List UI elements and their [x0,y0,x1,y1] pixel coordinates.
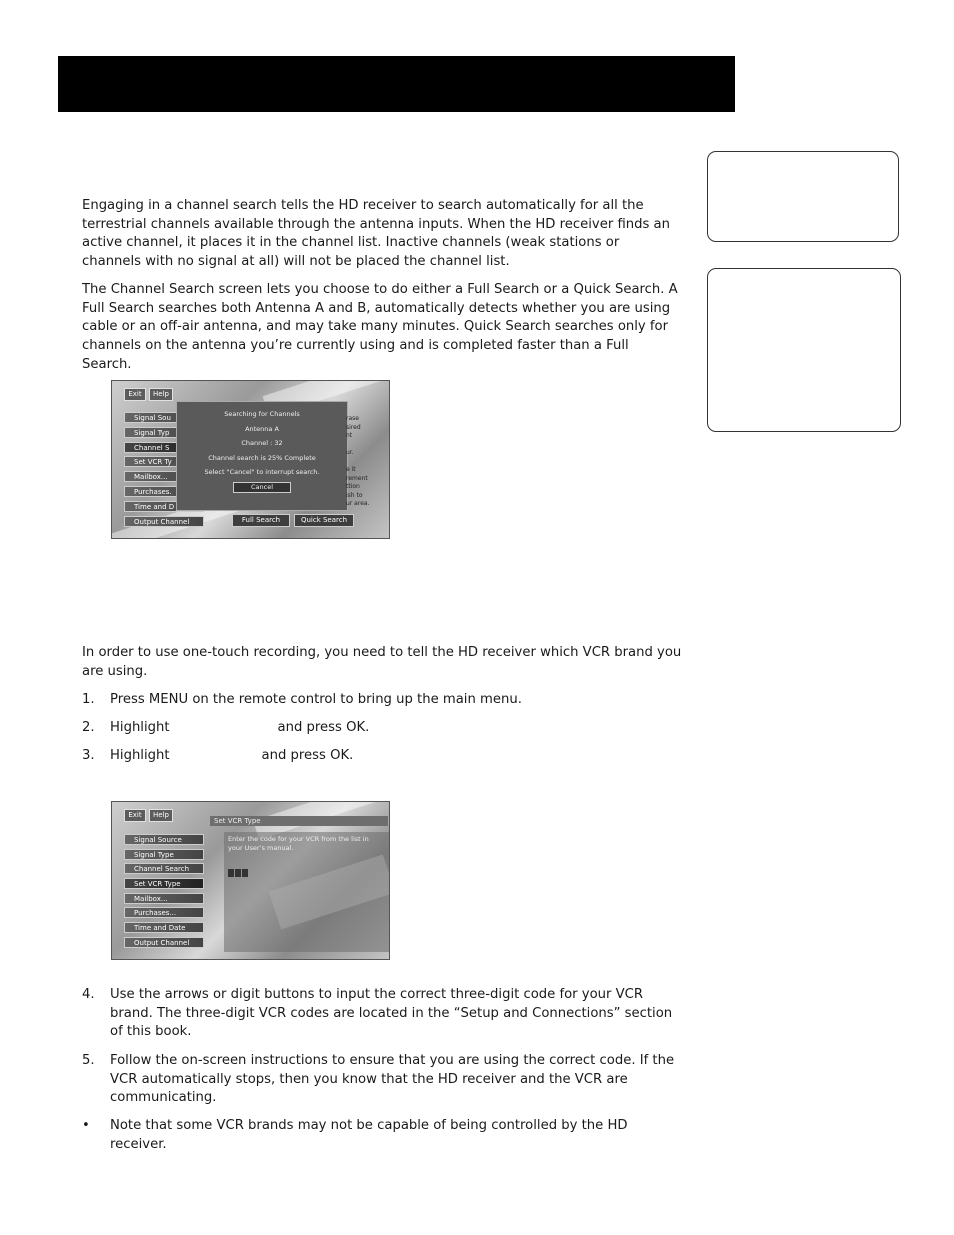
header-bar [58,56,735,112]
menu-item-channel-search[interactable]: Channel Search [124,863,204,874]
fragment: rase [346,415,359,422]
menu-item-time-date[interactable]: Time and D [124,501,204,512]
menu-item-set-vcr-type[interactable]: Set VCR Type [124,878,204,889]
bullet: • [82,1118,90,1133]
step-text: Follow the on-screen instructions to ensure that you are using the correct code. If the VCR automatically stops, then you know that the HD receiver and the VCR are communicating. [110,1053,675,1106]
code-digit[interactable] [242,869,248,877]
quick-search-button[interactable]: Quick Search [294,514,354,527]
code-digit[interactable] [228,869,234,877]
step-text-a: Highlight [110,748,170,763]
search-progress-dialog [176,401,348,511]
help-button[interactable]: Help [149,388,173,401]
step-text: Note that some VCR brands may not be capable of being controlled by the HD receiver. [110,1118,628,1152]
vcr-code-input[interactable] [228,853,385,880]
step-number: 2. [82,720,95,735]
menu-item-mailbox[interactable]: Mailbox... [124,471,204,482]
step-text-b: and press OK. [277,720,370,735]
set-vcr-type-title: Set VCR Type [210,816,388,826]
step-text [110,719,680,738]
menu-item-set-vcr-type[interactable]: Set VCR Ty [124,456,204,467]
menu-item-output-channel[interactable]: Output Channel [124,937,204,948]
exit-button[interactable]: Exit [124,809,146,822]
menu-item-signal-source[interactable]: Signal Sou [124,412,204,423]
menu-item-signal-type[interactable]: Signal Type [124,849,204,860]
set-vcr-type-screenshot [111,801,390,960]
fragment [346,458,376,467]
dialog-progress: Channel search is 25% Complete [208,453,316,462]
cancel-button[interactable]: Cancel [233,482,291,493]
fragment: ur. [346,449,354,456]
dialog-hint: Select "Cancel" to interrupt search. [204,468,320,476]
step-text-b: and press OK. [261,748,354,763]
help-button[interactable]: Help [149,809,173,822]
step-text [110,747,680,766]
step-text-a: Highlight [110,720,170,735]
menu-item-mailbox[interactable]: Mailbox... [124,893,204,904]
channel-search-screenshot [111,380,390,539]
code-digit[interactable] [235,869,241,877]
menu-item-purchases[interactable]: Purchases... [124,907,204,918]
vcr-code-panel [224,832,389,952]
right-text-fragments [346,415,376,509]
full-search-button[interactable]: Full Search [232,514,290,527]
fragment [346,441,376,450]
step-text: Use the arrows or digit buttons to input the correct three-digit code for your VCR brand. The three-digit VCR codes are located in the “Setup and Connections” section of this book. [110,987,673,1040]
menu-item-purchases[interactable]: Purchases. [124,486,204,497]
step-number: 3. [82,748,95,763]
menu-item-output-channel[interactable]: Output Channel [124,516,204,527]
step-number: 1. [82,692,95,707]
menu-item-channel-search[interactable]: Channel S [124,442,204,453]
intro-paragraph-1: Engaging in a channel search tells the HD receiver to search automatically for all the terrestrial channels available through the antenna inputs. When the HD receiver finds an active channel, it places it in the channel list. Inactive channels (weak stations or channels with no signal at all) will not be placed the channel list. [82,198,670,270]
step-text: Press MENU on the remote control to bring up the main menu. [110,692,522,707]
vcr-instructions: Enter the code for your VCR from the list in your User’s manual. [228,835,369,852]
fragment: e it [346,466,356,473]
exit-button[interactable]: Exit [124,388,146,401]
intro-paragraph-2: The Channel Search screen lets you choose to do either a Full Search or a Quick Search. A Full Search searches both Antenna A and B, automatically detects whether you are using cable or an off-air antenna, and may take many minutes. Quick Search searches only for channels on the antenna you’re currently using and is completed faster than a Full Search. [82,282,678,372]
fragment: sired [346,423,361,431]
fragment: rement [346,474,368,482]
sidebar-box-top [707,151,899,242]
menu-item-signal-type[interactable]: Signal Typ [124,427,204,438]
step-number: 5. [82,1053,95,1068]
dialog-channel: Channel : 32 [241,439,283,447]
dialog-title: Searching for Channels [224,410,300,418]
menu-item-time-date[interactable]: Time and Date [124,922,204,933]
menu-item-signal-source[interactable]: Signal Source [124,834,204,845]
fragment: ur area. [346,500,370,507]
step-number: 4. [82,987,95,1002]
dialog-antenna: Antenna A [245,424,279,433]
vcr-paragraph: In order to use one-touch recording, you need to tell the HD receiver which VCR brand you are using. [82,645,682,679]
fragment: ish to [346,491,363,499]
sidebar-box-bottom [707,268,901,432]
fragment: nt [346,432,353,439]
fragment: ttion [346,483,360,490]
